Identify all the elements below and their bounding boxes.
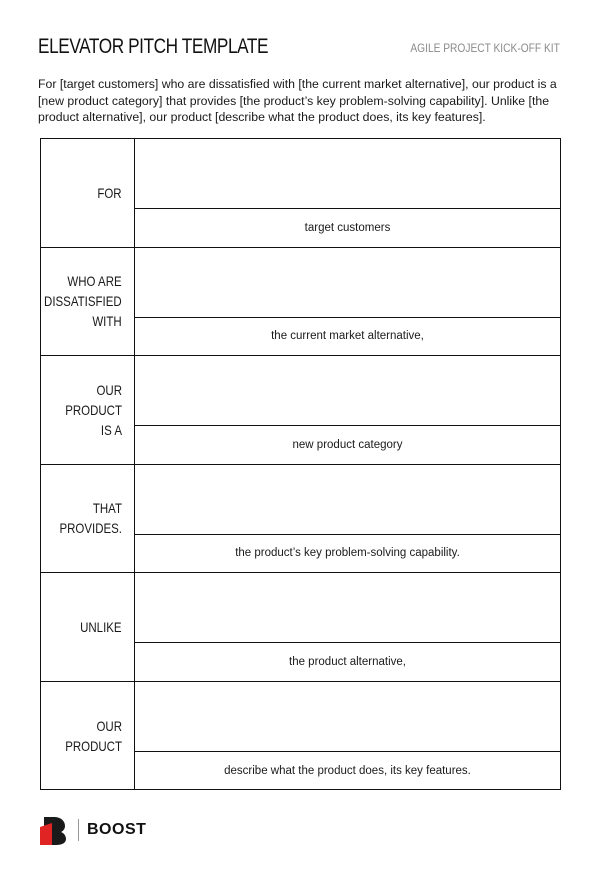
row-label: OUR PRODUCT IS A <box>65 381 122 438</box>
row-label: WHO ARE DISSATISFIED WITH <box>44 273 122 330</box>
row-hint: describe what the product does, its key features. <box>224 764 471 777</box>
row-hint: the product alternative, <box>289 655 406 668</box>
page-title: ELEVATOR PITCH TEMPLATE <box>38 35 269 58</box>
intro-paragraph: For [target customers] who are dissatisfied with [the current market alternative], our product is a [new product category] that provides [the product’s key problem-solving capability]. Unlike [the product alternative], our product [describe what the product does, its key features]. <box>38 77 557 124</box>
row-hint: the product’s key problem-solving capability. <box>235 547 460 560</box>
row-hint: target customers <box>304 221 391 234</box>
row-label-cell <box>41 139 135 247</box>
row-label: OUR PRODUCT <box>65 717 122 754</box>
brand-divider <box>78 819 79 841</box>
row-label-cell <box>41 248 135 356</box>
answer-field[interactable] <box>135 465 560 535</box>
boost-logo-icon <box>40 815 68 845</box>
pitch-row-provides <box>41 465 560 574</box>
row-label: FOR <box>97 184 122 201</box>
pitch-row-our-product <box>41 682 560 791</box>
answer-field[interactable] <box>135 682 560 752</box>
answer-field[interactable] <box>135 573 560 643</box>
answer-field[interactable] <box>135 139 560 209</box>
row-label-cell <box>41 573 135 681</box>
pitch-row-dissatisfied <box>41 248 560 357</box>
row-hint: the current market alternative, <box>271 330 424 343</box>
brand-name: BOOST <box>87 821 147 838</box>
pitch-row-product-is <box>41 356 560 465</box>
row-label-cell <box>41 465 135 573</box>
pitch-row-unlike <box>41 573 560 682</box>
answer-field[interactable] <box>135 356 560 426</box>
row-label: THAT PROVIDES. <box>59 500 122 537</box>
answer-field[interactable] <box>135 248 560 318</box>
kit-label: AGILE PROJECT KICK-OFF KIT <box>410 41 560 55</box>
pitch-row-for <box>41 139 560 248</box>
pitch-table <box>40 138 561 790</box>
brand-footer <box>40 815 146 845</box>
row-label-cell <box>41 682 135 791</box>
row-label: UNLIKE <box>80 618 122 635</box>
row-label-cell <box>41 356 135 464</box>
row-hint: new product category <box>292 438 403 451</box>
